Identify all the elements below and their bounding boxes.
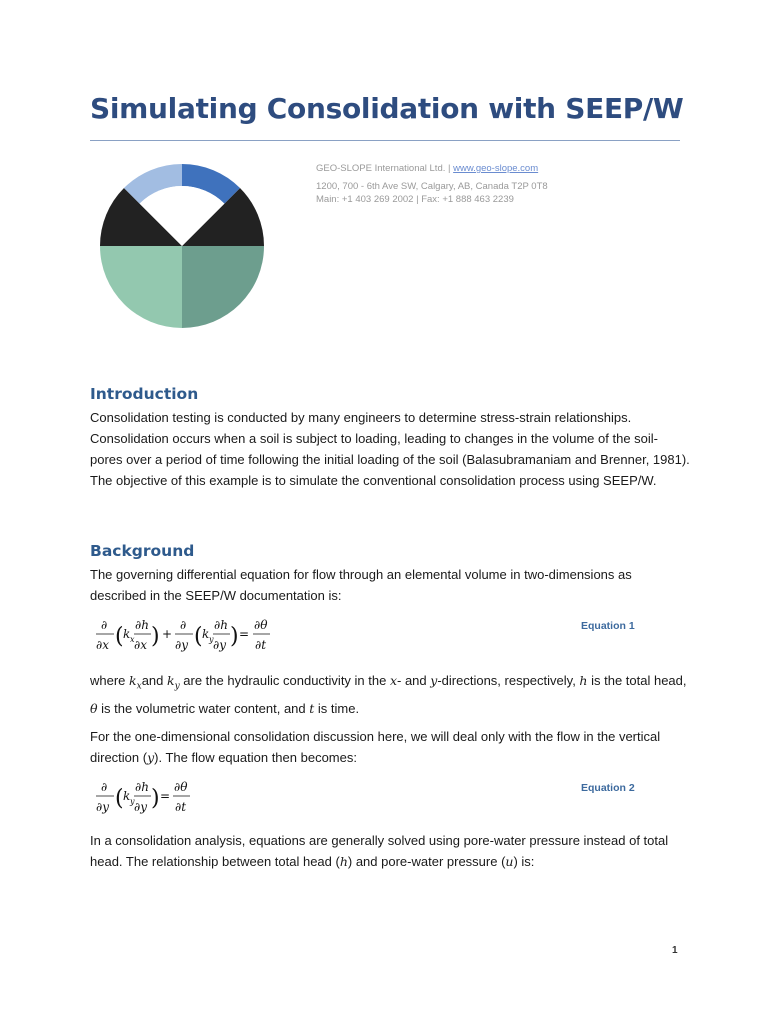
equation-2-label: Equation 2 <box>581 782 635 794</box>
page-title: Simulating Consolidation with SEEP/W <box>90 92 684 125</box>
logo-bottom-left-segment <box>100 246 182 328</box>
text-fragment: is the total head, <box>587 673 687 688</box>
company-name: GEO-SLOPE International Ltd. <box>316 163 446 174</box>
svg-text:∂: ∂ <box>101 618 108 632</box>
svg-text:∂t: ∂t <box>255 638 267 652</box>
svg-text:∂h: ∂h <box>135 618 149 632</box>
text-fragment: is the volumetric water content, and <box>97 700 310 716</box>
svg-text:∂h: ∂h <box>214 618 228 632</box>
one-d-paragraph <box>90 726 690 768</box>
math-y: y <box>147 750 155 765</box>
math-x: x <box>389 673 398 688</box>
math-h: h <box>579 673 588 688</box>
svg-text:∂y: ∂y <box>96 800 109 814</box>
company-address: 1200, 700 - 6th Ave SW, Calgary, AB, Canada T2P 0T8 <box>316 181 548 192</box>
where-paragraph <box>90 670 690 719</box>
svg-text:k: k <box>202 627 210 641</box>
separator: | <box>448 163 451 174</box>
svg-text:y: y <box>209 635 214 644</box>
pore-pressure-paragraph <box>90 830 690 872</box>
text-fragment: - and <box>397 673 431 688</box>
page-number: 1 <box>672 945 678 956</box>
svg-text:): ) <box>151 624 160 649</box>
svg-text:∂θ: ∂θ <box>254 618 268 632</box>
text-fragment: ) is: <box>513 854 535 869</box>
svg-text:∂x: ∂x <box>96 638 109 652</box>
company-contact: Main: +1 403 269 2002 | Fax: +1 888 463 2239 <box>316 194 514 205</box>
svg-text:∂h: ∂h <box>135 780 149 794</box>
text-fragment: -directions, respectively, <box>437 673 580 688</box>
equation-1 <box>94 613 274 657</box>
introduction-paragraph: Consolidation testing is conducted by many engineers to determine stress-strain relationships. Consolidation occurs when a soil is subject to loading, leading to changes in the volume of the soil-pores over a period of time following the initial loading of the soil (Balasubramaniam and Brenner, 1981). The objective of this example is to simulate the conventional consolidation process using SEEP/W. <box>90 410 690 488</box>
svg-text:x: x <box>130 635 135 644</box>
svg-text:∂x: ∂x <box>134 638 147 652</box>
math-theta: θ <box>90 700 98 716</box>
text-fragment: ). The flow equation then becomes: <box>154 750 357 765</box>
svg-text:(: ( <box>194 624 203 649</box>
math-sub-x: x <box>136 681 142 692</box>
title-rule <box>90 140 680 141</box>
svg-text:∂t: ∂t <box>175 800 187 814</box>
svg-text:+: + <box>162 627 173 641</box>
svg-text:∂y: ∂y <box>134 800 147 814</box>
math-k: k <box>129 673 137 688</box>
text-fragment: and <box>141 673 167 688</box>
math-sub-y: y <box>174 681 180 692</box>
svg-text:(: ( <box>115 786 124 811</box>
math-h: h <box>339 854 348 869</box>
math-y: y <box>430 673 438 688</box>
svg-text:∂: ∂ <box>180 618 187 632</box>
svg-text:): ) <box>230 624 239 649</box>
company-logo <box>94 158 270 334</box>
svg-text:∂θ: ∂θ <box>174 780 188 794</box>
svg-text:=: = <box>239 627 250 641</box>
introduction-heading: Introduction <box>90 385 199 403</box>
svg-text:∂: ∂ <box>101 780 108 794</box>
svg-text:): ) <box>151 786 160 811</box>
background-paragraph: The governing differential equation for flow through an elemental volume in two-dimensions as described in the SEEP/W documentation is: <box>90 567 632 603</box>
svg-text:k: k <box>123 627 131 641</box>
math-u: u <box>505 854 514 869</box>
text-fragment: For the one-dimensional consolidation discussion here, we will deal only with the flow in the vertical direction ( <box>90 729 661 765</box>
svg-text:=: = <box>160 789 171 803</box>
website-link[interactable]: www.geo-slope.com <box>453 163 539 174</box>
svg-text:k: k <box>123 789 131 803</box>
equation-1-label: Equation 1 <box>581 620 635 632</box>
svg-text:∂y: ∂y <box>213 638 226 652</box>
math-k: k <box>167 673 175 688</box>
logo-bottom-right-segment <box>182 246 264 328</box>
text-fragment: is time. <box>314 700 360 716</box>
svg-text:y: y <box>130 797 135 806</box>
svg-text:(: ( <box>115 624 124 649</box>
text-fragment: ) and pore-water pressure ( <box>347 854 506 869</box>
equation-2 <box>94 775 194 819</box>
text-fragment: In a consolidation analysis, equations are generally solved using pore-water pressure instead of total head. The relationship between total head ( <box>90 833 669 869</box>
svg-text:∂y: ∂y <box>175 638 188 652</box>
text-fragment: are the hydraulic conductivity in the <box>179 673 390 688</box>
background-heading: Background <box>90 542 195 560</box>
text-fragment: where <box>90 673 130 688</box>
math-t: t <box>309 700 315 716</box>
company-info <box>316 161 548 206</box>
